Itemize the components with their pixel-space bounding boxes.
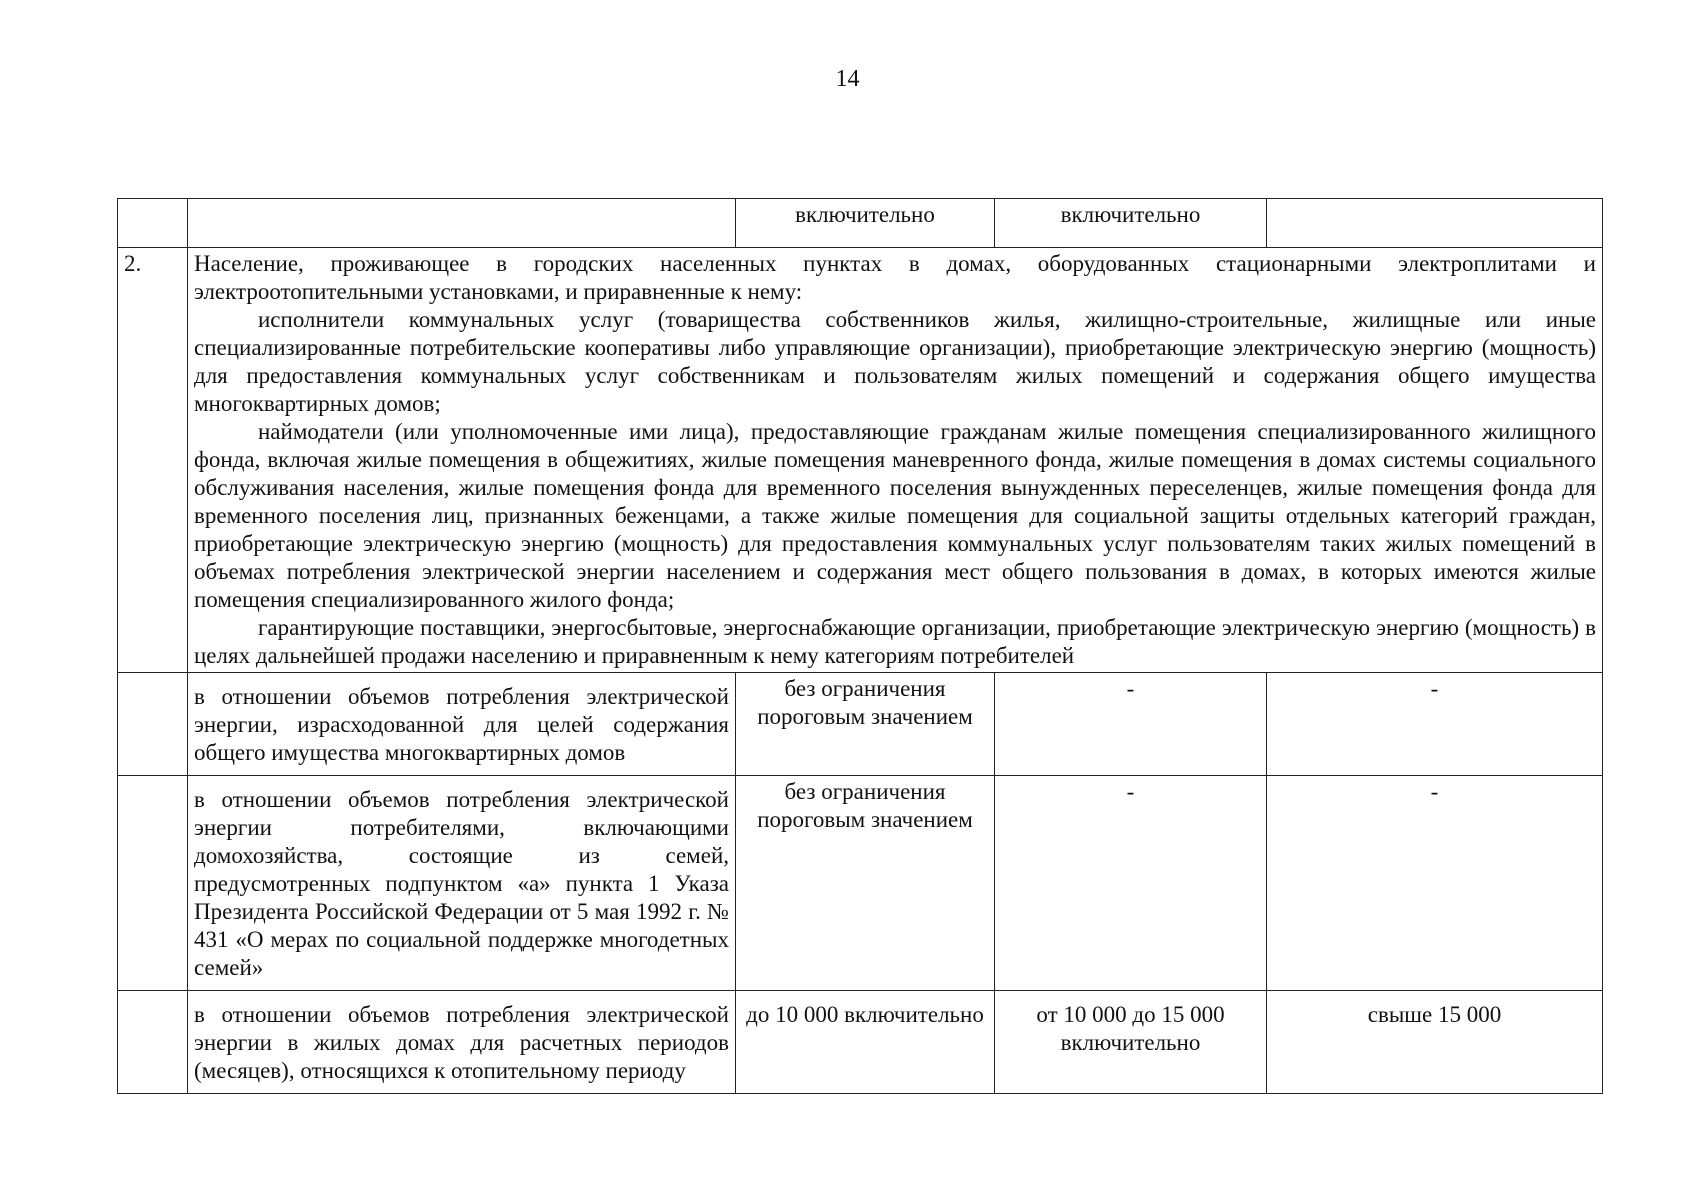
row-label: в отношении объемов потребления электрической энергии в жилых домах для расчетных периодов (месяцев), относящихся к отопительному периоду — [188, 991, 736, 1094]
cell-empty — [118, 776, 188, 991]
cell-threshold-2: включительно — [995, 199, 1267, 248]
section-row — [118, 248, 1603, 673]
section-paragraph: наймодатели (или уполномоченные ими лица), предоставляющие гражданам жилые помещения специализированного жилищного фонда, включая жилые помещения в общежитиях, жилые помещения маневренного фонда, жилые помещения в домах системы социального обслуживания населения, жилые помещения фонда для временного поселения вынужденных переселенцев, жилые помещения фонда для временного поселения лиц, признанных беженцами, а также жилые помещения для социальной защиты отдельных категорий граждан, приобретающие электрическую энергию (мощность) для предоставления коммунальных услуг пользователям таких жилых помещений в объемах потребления электрической энергии населением и содержания мест общего пользования в домах, в которых имеются жилые помещения специализированного жилого фонда; — [194, 419, 1596, 612]
tariff-table — [117, 198, 1603, 1094]
table-row — [118, 673, 1603, 776]
cell-threshold-3 — [1267, 199, 1603, 248]
continuation-row — [118, 199, 1603, 248]
section-description — [188, 248, 1603, 673]
table-row — [118, 776, 1603, 991]
section-number: 2. — [118, 248, 188, 673]
row-label: в отношении объемов потребления электрической энергии, израсходованной для целей содержания общего имущества многоквартирных домов — [188, 673, 736, 776]
cell-empty — [188, 199, 736, 248]
cell-threshold-3: свыше 15 000 — [1267, 991, 1603, 1094]
row-label: в отношении объемов потребления электрической энергии потребителями, включающими домохозяйства, состоящие из семей, предусмотренных подпунктом «а» пункта 1 Указа Президента Российской Федерации от 5 мая 1992 г. № 431 «О мерах по социальной поддержке многодетных семей» — [188, 776, 736, 991]
cell-threshold-1: без ограничения пороговым значением — [736, 776, 995, 991]
section-paragraph: Население, проживающее в городских населенных пунктах в домах, оборудованных стационарными электроплитами и электроотопительными установками, и приравненные к нему: — [194, 251, 1596, 304]
cell-threshold-2: от 10 000 до 15 000 включительно — [995, 991, 1267, 1094]
cell-threshold-1: без ограничения пороговым значением — [736, 673, 995, 776]
cell-threshold-2: - — [995, 673, 1267, 776]
cell-empty — [118, 199, 188, 248]
cell-threshold-1: включительно — [736, 199, 995, 248]
cell-threshold-2: - — [995, 776, 1267, 991]
page-number: 14 — [835, 66, 860, 92]
section-paragraph: исполнители коммунальных услуг (товарищества собственников жилья, жилищно-строительные, жилищные или иные специализированные потребительские кооперативы либо управляющие организации), приобретающие электрическую энергию (мощность) для предоставления коммунальных услуг собственникам и пользователям жилых помещений и содержания общего имущества многоквартирных домов; — [194, 307, 1596, 416]
table-row — [118, 991, 1603, 1094]
cell-threshold-3: - — [1267, 673, 1603, 776]
cell-threshold-3: - — [1267, 776, 1603, 991]
cell-empty — [118, 673, 188, 776]
section-paragraph: гарантирующие поставщики, энергосбытовые, энергоснабжающие организации, приобретающие электрическую энергию (мощность) в целях дальнейшей продажи населению и приравненным к нему категориям потребителей — [194, 615, 1596, 668]
cell-empty — [118, 991, 188, 1094]
cell-threshold-1: до 10 000 включительно — [736, 991, 995, 1094]
